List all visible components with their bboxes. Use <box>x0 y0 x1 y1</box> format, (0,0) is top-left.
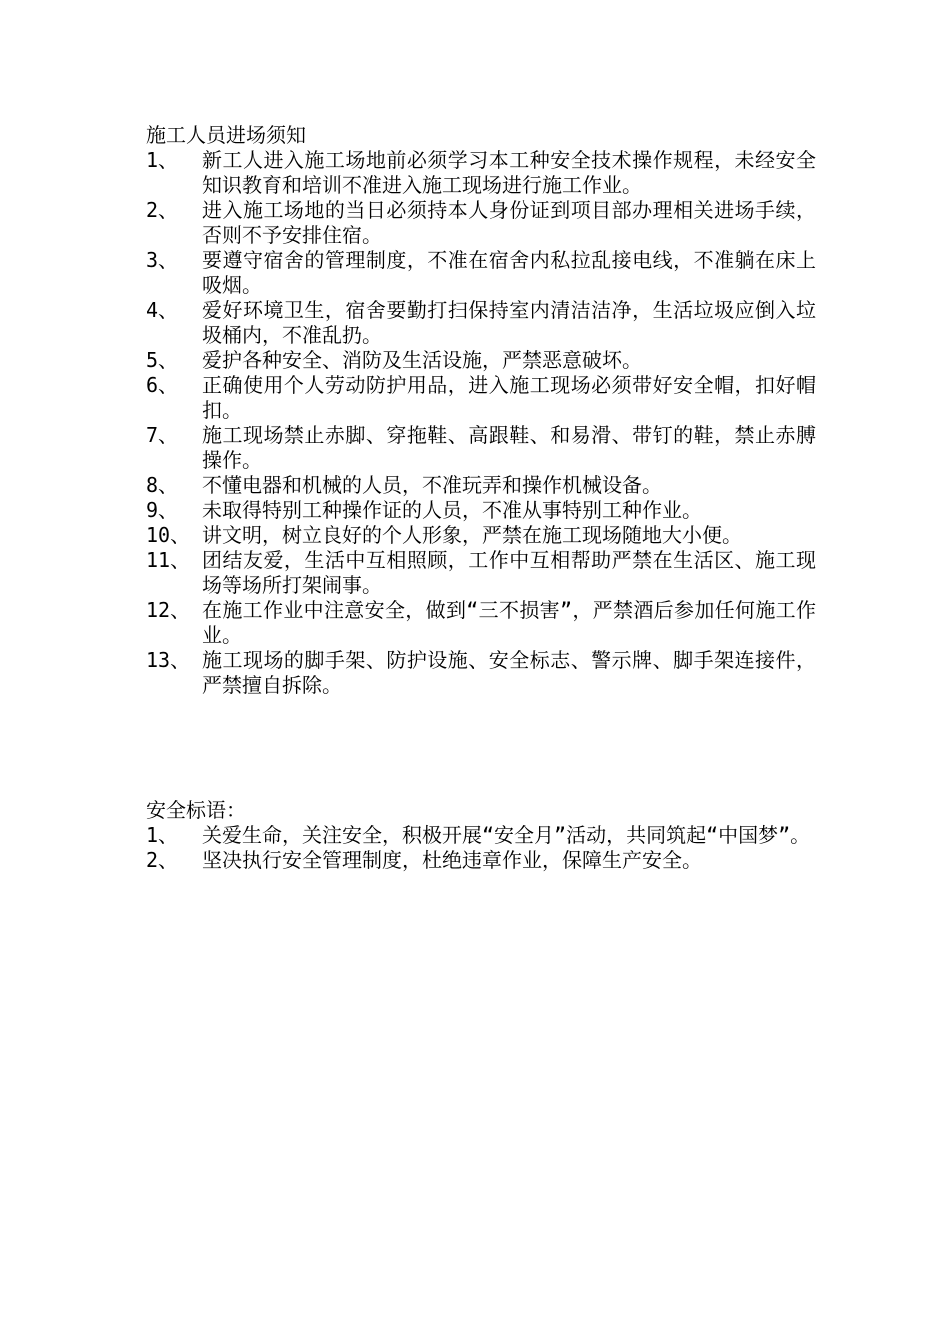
document-page <box>146 123 816 873</box>
item-text: 进入施工场地的当日必须持本人身份证到项目部办理相关进场手续，否则不予安排住宿。 <box>202 198 816 247</box>
list-item <box>146 548 816 598</box>
item-text: 不懂电器和机械的人员，不准玩弄和操作机械设备。 <box>202 473 662 497</box>
item-text: 讲文明，树立良好的个人形象，严禁在施工现场随地大小便。 <box>202 523 742 547</box>
list-item <box>146 848 816 873</box>
list-item <box>146 198 816 248</box>
item-number: 11、 <box>146 548 191 572</box>
list-item <box>146 498 816 523</box>
item-number: 2、 <box>146 848 179 872</box>
item-number: 4、 <box>146 298 179 322</box>
item-text: 爱护各种安全、消防及生活设施，严禁恶意破坏。 <box>202 348 642 372</box>
list-item <box>146 248 816 298</box>
section-title-entry-notice: 施工人员进场须知 <box>146 123 306 147</box>
item-number: 6、 <box>146 373 179 397</box>
item-number: 1、 <box>146 823 179 847</box>
item-number: 8、 <box>146 473 179 497</box>
list-item <box>146 373 816 423</box>
item-text: 爱好环境卫生，宿舍要勤打扫保持室内清洁洁净，生活垃圾应倒入垃圾桶内，不准乱扔。 <box>202 298 816 347</box>
item-number: 10、 <box>146 523 191 547</box>
item-number: 12、 <box>146 598 191 622</box>
list-item <box>146 648 816 698</box>
item-text: 团结友爱，生活中互相照顾，工作中互相帮助严禁在生活区、施工现场等场所打架闹事。 <box>202 548 816 597</box>
item-number: 1、 <box>146 148 179 172</box>
item-number: 7、 <box>146 423 179 447</box>
item-text: 新工人进入施工场地前必须学习本工种安全技术操作规程，未经安全知识教育和培训不准进入施工现场进行施工作业。 <box>202 148 816 197</box>
item-number: 5、 <box>146 348 179 372</box>
section-spacer <box>146 698 816 798</box>
item-text: 要遵守宿舍的管理制度，不准在宿舍内私拉乱接电线，不准躺在床上吸烟。 <box>202 248 816 297</box>
item-text: 未取得特别工种操作证的人员，不准从事特别工种作业。 <box>202 498 702 522</box>
item-text: 在施工作业中注意安全，做到“三不损害”，严禁酒后参加任何施工作业。 <box>202 598 816 647</box>
item-number: 9、 <box>146 498 179 522</box>
item-text: 施工现场禁止赤脚、穿拖鞋、高跟鞋、和易滑、带钉的鞋，禁止赤膊操作。 <box>202 423 816 472</box>
safety-slogan-list <box>146 823 816 873</box>
list-item <box>146 298 816 348</box>
list-item <box>146 148 816 198</box>
list-item <box>146 473 816 498</box>
section-title-safety-slogans: 安全标语： <box>146 798 246 822</box>
list-item <box>146 423 816 473</box>
item-text: 关爱生命，关注安全，积极开展“安全月”活动，共同筑起“中国梦”。 <box>202 823 811 847</box>
list-item <box>146 523 816 548</box>
list-item <box>146 348 816 373</box>
item-text: 坚决执行安全管理制度，杜绝违章作业，保障生产安全。 <box>202 848 702 872</box>
item-number: 2、 <box>146 198 179 222</box>
list-item <box>146 823 816 848</box>
entry-notice-list <box>146 148 816 698</box>
item-text: 施工现场的脚手架、防护设施、安全标志、警示牌、脚手架连接件，严禁擅自拆除。 <box>202 648 816 697</box>
item-number: 13、 <box>146 648 191 672</box>
list-item <box>146 598 816 648</box>
item-number: 3、 <box>146 248 179 272</box>
item-text: 正确使用个人劳动防护用品，进入施工现场必须带好安全帽，扣好帽扣。 <box>202 373 816 422</box>
